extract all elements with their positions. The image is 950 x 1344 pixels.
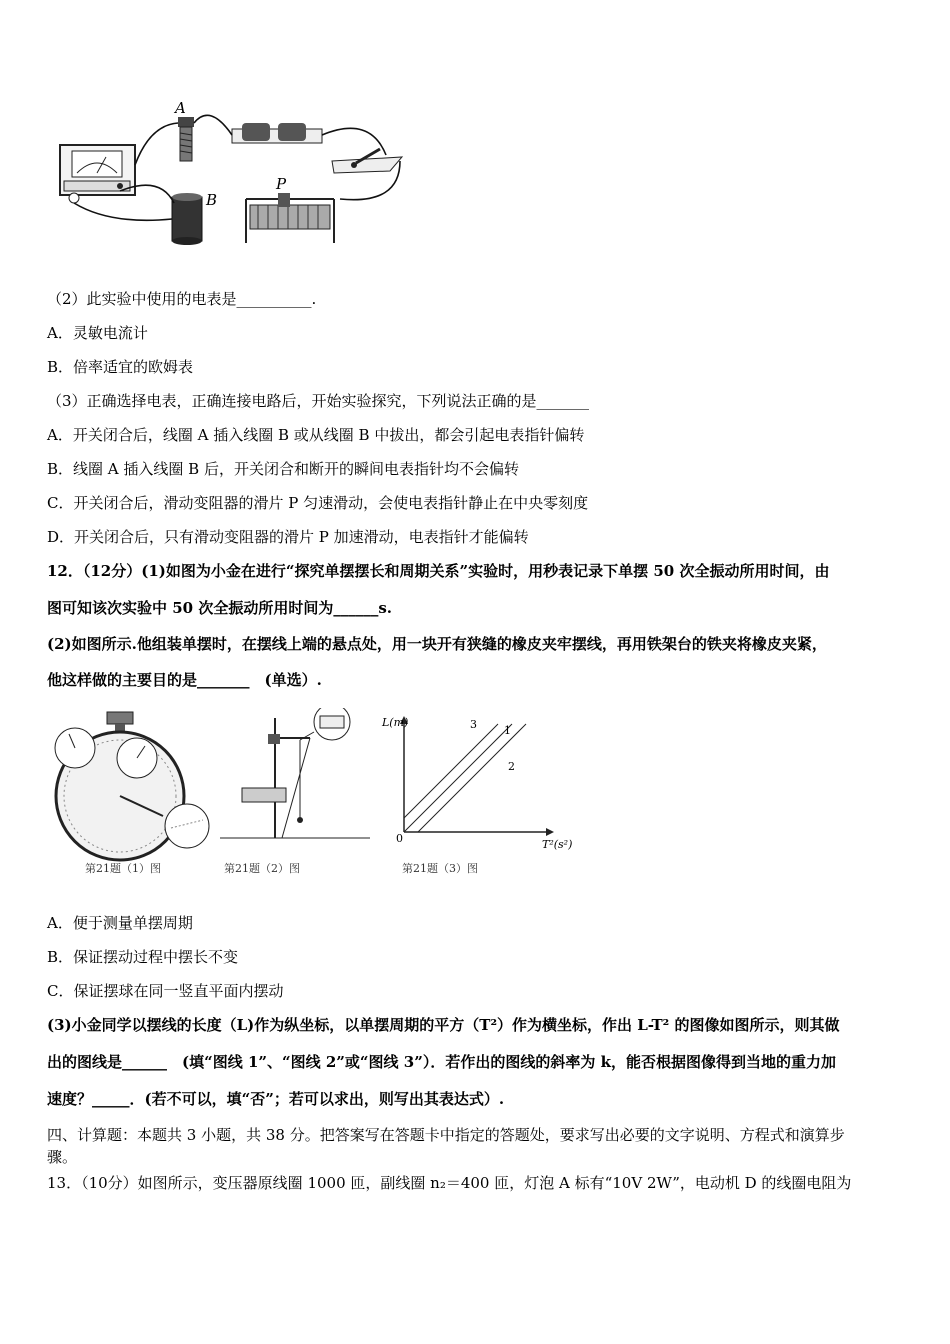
- caption-2: 第21题（2）图: [224, 862, 300, 875]
- lt2-graph: [380, 708, 580, 878]
- graph-line-3: [404, 724, 498, 818]
- rheostat-icon: [246, 175, 334, 243]
- q11-3-prompt: （3）正确选择电表，正确连接电路后，开始实验探究，下列说法正确的是_______: [47, 392, 590, 410]
- svg-text:A: A: [175, 99, 186, 117]
- q12-option-b: B．保证摆动过程中摆长不变: [47, 948, 239, 966]
- graph-xlabel: T²(s²): [542, 838, 573, 851]
- stopwatch-figure: [45, 708, 215, 878]
- q12-line-2: 图可知该次实验中 50 次全振动所用时间为______s.: [47, 599, 392, 617]
- q13-line-1: 13．（10分）如图所示，变压器原线圈 1000 匝，副线圈 n₂＝400 匝，灯泡 A 标有“10V 2W”，电动机 D 的线圈电阻为: [47, 1174, 852, 1192]
- q12-line-4: 他这样做的主要目的是_______ (单选）.: [47, 671, 322, 689]
- q11-3-option-b: B．线圈 A 插入线圈 B 后，开关闭合和断开的瞬间电表指针均不会偏转: [47, 460, 519, 478]
- switch-icon: [332, 149, 402, 173]
- graph-label-2: 2: [508, 760, 515, 773]
- q12-line-7: 速度？_____．(若不可以，填“否”；若可以求出，则写出其表达式）.: [47, 1090, 505, 1108]
- q12-line-3: (2)如图所示.他组装单摆时，在摆线上端的悬点处，用一块开有狭缝的橡皮夹牢摆线，再用铁架台的铁夹将橡皮夹紧，: [47, 635, 827, 653]
- caption-1: 第21题（1）图: [85, 862, 161, 875]
- q11-3-option-d: D．开关闭合后，只有滑动变阻器的滑片 P 加速滑动，电表指针才能偏转: [47, 528, 529, 546]
- battery-icon: [232, 123, 322, 143]
- svg-text:B: B: [206, 191, 218, 209]
- q11-3-option-c: C．开关闭合后，滑动变阻器的滑片 P 匀速滑动，会使电表指针静止在中央零刻度: [47, 494, 589, 512]
- graph-line-1: [404, 724, 512, 832]
- pendulum-figure: [220, 708, 370, 878]
- coil-a-icon: [173, 99, 194, 161]
- q11-2-option-b: B．倍率适宜的欧姆表: [47, 358, 194, 376]
- circuit-figure: [50, 95, 420, 255]
- q11-2-option-a: A．灵敏电流计: [47, 324, 148, 342]
- caption-3: 第21题（3）图: [402, 862, 478, 875]
- graph-label-3: 3: [470, 718, 477, 731]
- coil-b-icon: [172, 191, 217, 245]
- section-4-line-1: 四、计算题：本题共 3 小题，共 38 分。把答案写在答题卡中指定的答题处，要求写出必要的文字说明、方程式和演算步: [47, 1126, 845, 1144]
- graph-origin: 0: [396, 832, 403, 845]
- svg-text:P: P: [276, 175, 287, 193]
- stopwatch-icon: [55, 712, 209, 860]
- q11-2-prompt: （2）此实验中使用的电表是__________.: [47, 290, 317, 308]
- q12-line-5: (3)小金同学以摆线的长度（L)作为纵坐标，以单摆周期的平方（T²）作为横坐标，作出 L-T² 的图像如图所示，则其做: [47, 1016, 840, 1034]
- q12-option-c: C．保证摆球在同一竖直平面内摆动: [47, 982, 284, 1000]
- graph-ylabel: L(m): [382, 716, 409, 729]
- graph-line-2: [418, 724, 526, 832]
- q11-3-option-a: A．开关闭合后，线圈 A 插入线圈 B 或从线圈 B 中拔出，都会引起电表指针偏转: [47, 426, 585, 444]
- q12-option-a: A．便于测量单摆周期: [47, 914, 193, 932]
- section-4-line-2: 骤。: [47, 1148, 78, 1166]
- q12-line-6: 出的图线是______ (填“图线 1”、“图线 2”或“图线 3”）．若作出的图线的斜率为 k，能否根据图像得到当地的重力加: [47, 1053, 836, 1071]
- meter-icon: [60, 145, 135, 203]
- iron-stand-icon: [220, 708, 370, 838]
- q12-line-1: 12．（12分）(1)如图为小金在进行“探究单摆摆长和周期关系”实验时，用秒表记录下单摆 50 次全振动所用时间，由: [47, 562, 830, 580]
- graph-label-1: 1: [504, 724, 511, 737]
